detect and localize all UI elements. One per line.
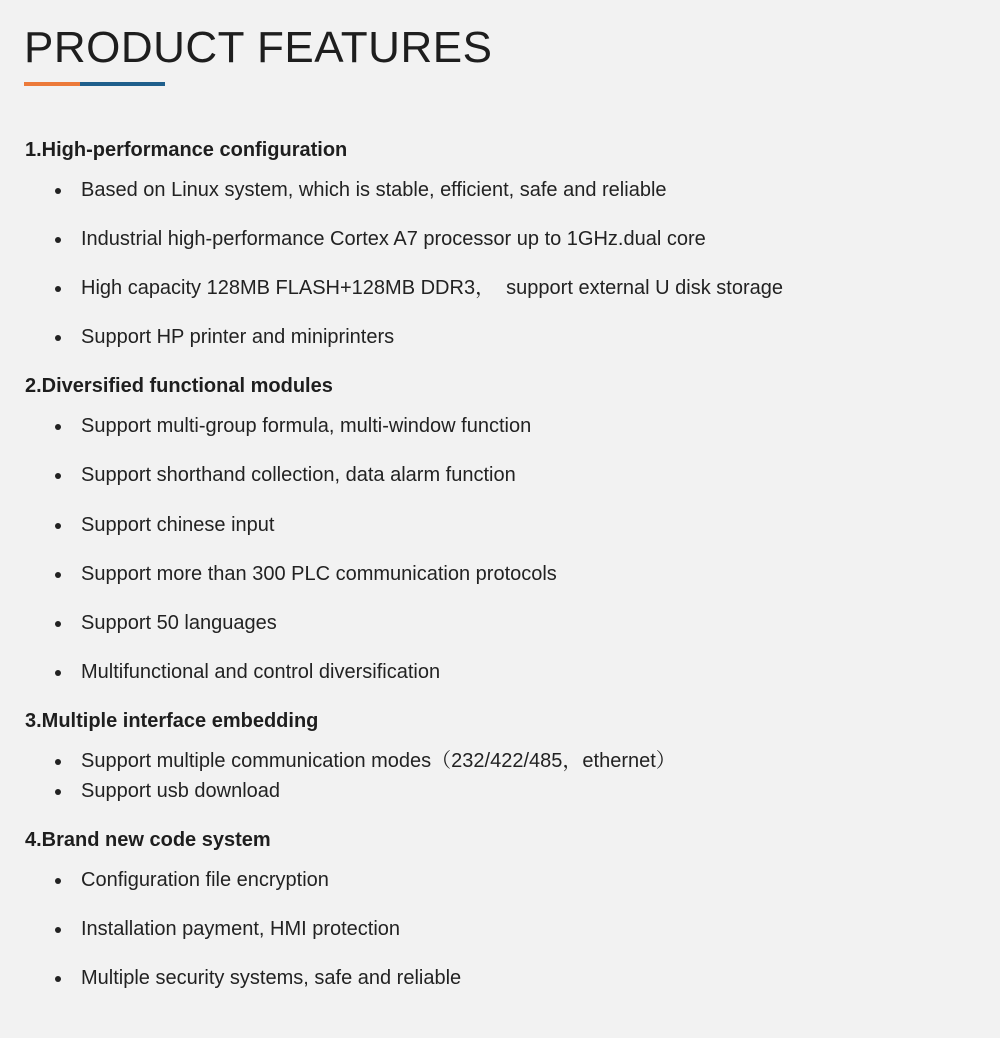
list-item-text: Support HP printer and miniprinters [81,326,395,348]
list-item-text: High capacity 128MB FLASH+128MB DDR3， support external U disk storage [81,277,783,299]
list-item-text: Support usb download [81,780,281,802]
page-title: PRODUCT FEATURES [24,23,493,72]
bullet-icon [55,878,61,884]
title-underline [24,82,165,86]
list-item-text: Support multi-group formula, multi-window function [81,415,532,437]
bullet-icon [55,572,61,578]
list-item-text: Multiple security systems, safe and reliable [81,967,462,989]
section-heading: 3.Multiple interface embedding [25,710,319,732]
bullet-icon [55,424,61,430]
bullet-icon [55,621,61,627]
section-heading: 4.Brand new code system [25,829,271,851]
section-heading: 1.High-performance configuration [25,139,348,161]
list-item-text: Support shorthand collection, data alarm function [81,464,516,486]
list-item-text: Configuration file encryption [81,869,329,891]
list-item [55,966,462,1038]
list-item-text: Industrial high-performance Cortex A7 processor up to 1GHz.dual core [81,228,706,250]
bullet-icon [55,237,61,243]
bullet-icon [55,927,61,933]
list-item-text: Support multiple communication modes（232/422/485，ethernet） [81,750,676,772]
bullet-icon [55,188,61,194]
list-item-text: Support more than 300 PLC communication protocols [81,563,557,585]
bullet-icon [55,335,61,341]
bullet-icon [55,976,61,982]
bullet-icon [55,523,61,529]
list-item-text: Support 50 languages [81,612,277,634]
title-underline-orange [24,82,80,86]
list-item-text: Based on Linux system, which is stable, efficient, safe and reliable [81,179,667,201]
list-item-text: Installation payment, HMI protection [81,918,401,940]
list-item-text: Support chinese input [81,514,275,536]
bullet-icon [55,789,61,795]
bullet-icon [55,670,61,676]
list-item-text: Multifunctional and control diversification [81,661,441,683]
title-underline-blue [80,82,165,86]
bullet-icon [55,759,61,765]
bullet-icon [55,286,61,292]
section-heading: 2.Diversified functional modules [25,375,333,397]
bullet-icon [55,473,61,479]
